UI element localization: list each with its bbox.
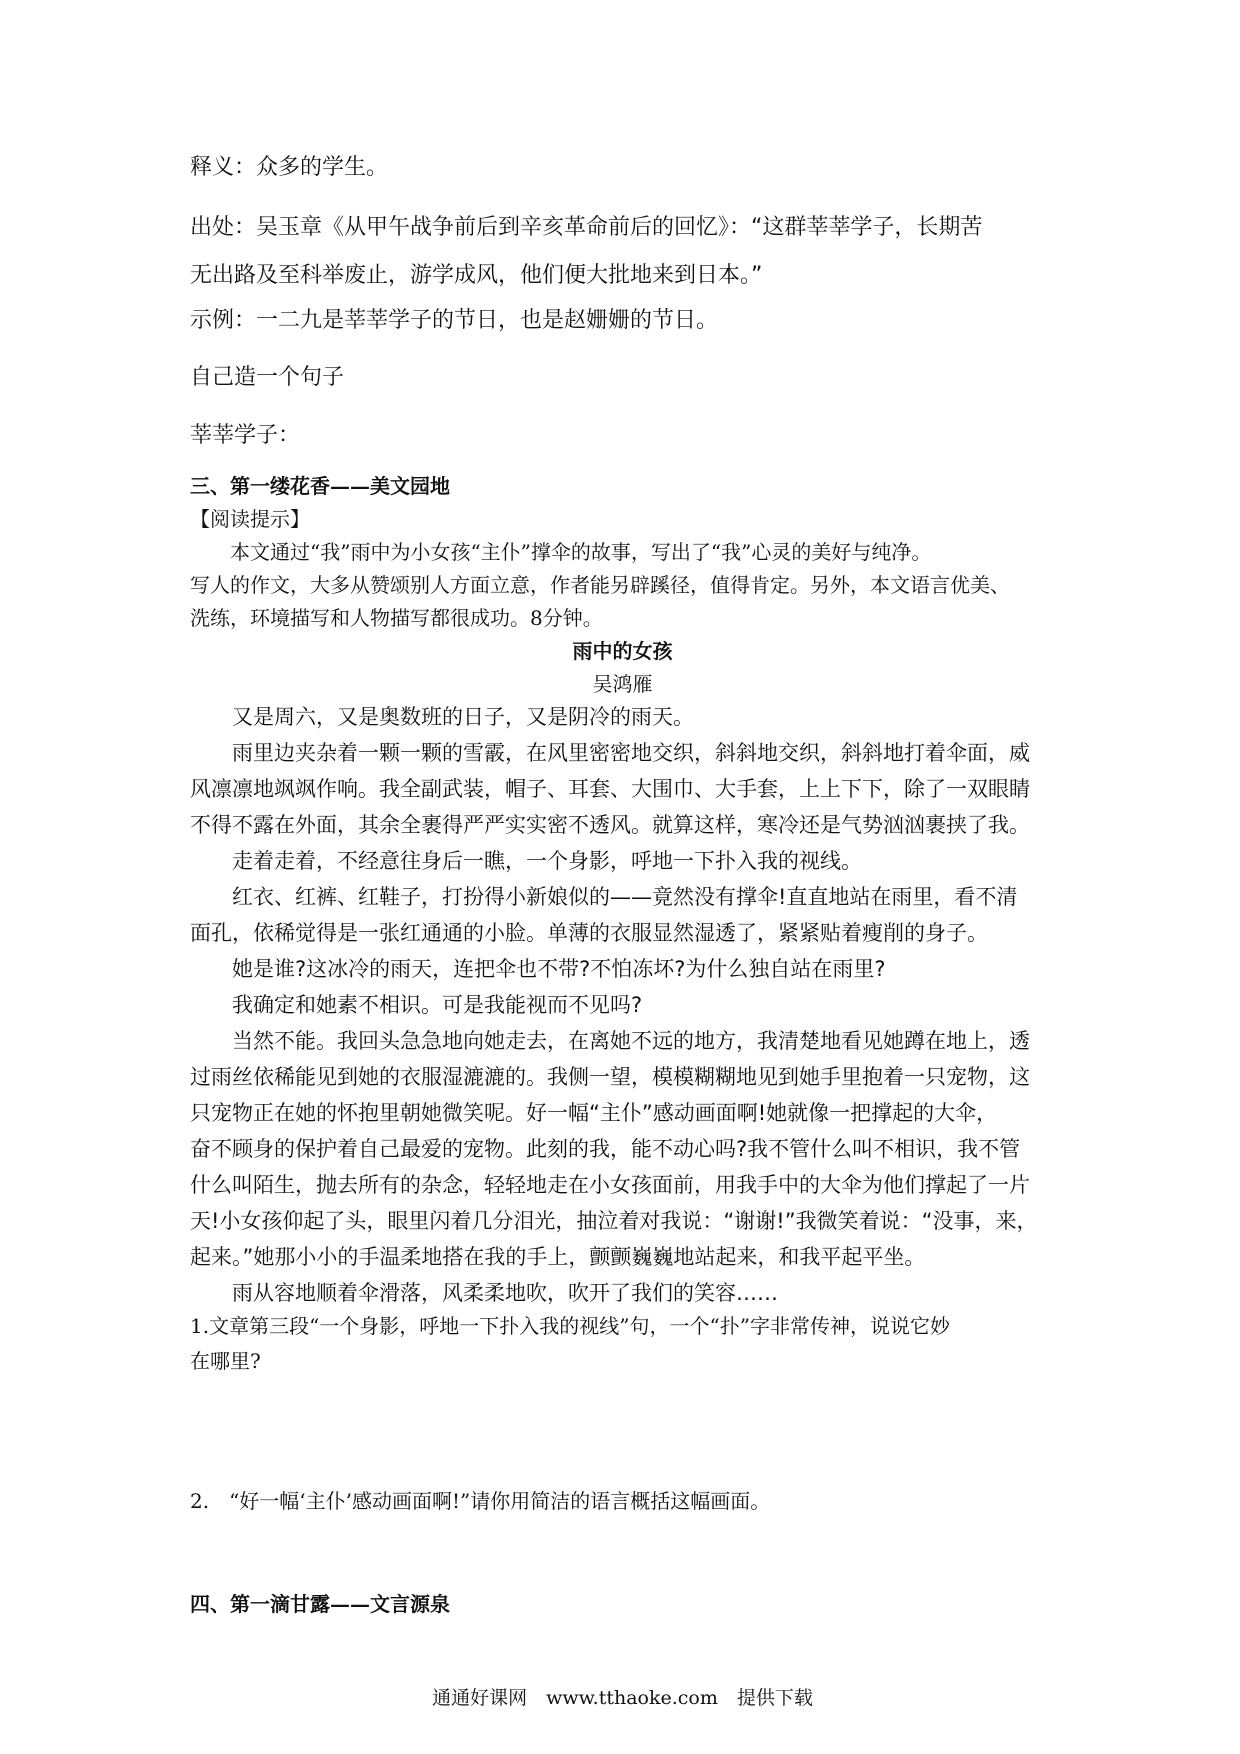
body-line-1: 又是周六，又是奥数班的日子，又是阴冷的雨天。 — [232, 705, 694, 729]
body-line-4: 不得不露在外面，其余全裹得严严实实密不透风。就算这样，寒冷还是气势汹汹裹挟了我。 — [190, 813, 1030, 837]
reading-tip-line-2: 写人的作文，大多从赞颂别人方面立意，作者能另辟蹊径，值得肯定。另外，本文语言优美、 — [190, 573, 1010, 597]
body-line-9: 我确定和她素不相识。可是我能视而不见吗? — [232, 993, 643, 1017]
reading-tip-line-3: 洗练，环境描写和人物描写都很成功。8分钟。 — [190, 606, 603, 630]
section3-heading: 三、第一缕花香——美文园地 — [190, 474, 450, 498]
body-line-10: 当然不能。我回头急急地向她走去，在离她不远的地方，我清楚地看见她蹲在地上，透 — [232, 1029, 1030, 1053]
body-line-16: 起来。”她那小小的手温柔地搭在我的手上，颤颤巍巍地站起来，和我平起平坐。 — [190, 1245, 926, 1269]
section4-heading: 四、第一滴甘露——文言源泉 — [190, 1592, 450, 1616]
body-line-14: 什么叫陌生，抛去所有的杂念，轻轻地走在小女孩面前，用我手中的大伞为他们撑起了一片 — [190, 1173, 1030, 1197]
meaning-line: 释义：众多的学生。 — [190, 155, 389, 180]
example-line: 示例：一二九是莘莘学子的节日，也是赵姗姗的节日。 — [190, 308, 719, 333]
reading-tip-line-1: 本文通过“我”雨中为小女孩“主仆”撑伞的故事，写出了“我”心灵的美好与纯净。 — [230, 540, 932, 564]
body-line-3: 风凛凛地飒飒作响。我全副武装，帽子、耳套、大围巾、大手套，上上下下，除了一双眼睛 — [190, 777, 1030, 801]
question-1-line-1: 1.文章第三段“一个身影，呼地一下扑入我的视线”句，一个“扑”字非常传神，说说它妙 — [190, 1314, 950, 1338]
footer-credit: 通通好课网 www.tthaoke.com 提供下载 — [432, 1687, 813, 1709]
article-title: 雨中的女孩 — [572, 639, 673, 663]
make-sentence-prompt: 自己造一个句子 — [190, 365, 345, 390]
reading-tip-label: 【阅读提示】 — [190, 507, 310, 531]
body-line-6: 红衣、红裤、红鞋子，打扮得小新娘似的——竟然没有撑伞!直直地站在雨里，看不清 — [232, 885, 1018, 909]
question-2: 2. “好一幅‘主仆’感动画面啊!”请你用简洁的语言概括这幅画面。 — [190, 1489, 771, 1513]
body-line-8: 她是谁?这冰冷的雨天，连把伞也不带?不怕冻坏?为什么独自站在雨里? — [232, 957, 886, 981]
body-line-15: 天!小女孩仰起了头，眼里闪着几分泪光，抽泣着对我说：“谢谢!”我微笑着说：“没事，来， — [190, 1209, 1038, 1233]
source-line-2: 无出路及至科举废止，游学成风，他们便大批地来到日本。” — [190, 263, 763, 288]
source-line-1: 出处：吴玉章《从甲午战争前后到辛亥革命前后的回忆》：“这群莘莘学子，长期苦 — [190, 215, 983, 240]
body-line-5: 走着走着，不经意往身后一瞧，一个身影，呼地一下扑入我的视线。 — [232, 849, 862, 873]
body-line-11: 过雨丝依稀能见到她的衣服湿漉漉的。我侧一望，模模糊糊地见到她手里抱着一只宠物，这 — [190, 1065, 1030, 1089]
body-line-7: 面孔，依稀觉得是一张红通通的小脸。单薄的衣服显然湿透了，紧紧贴着瘦削的身子。 — [190, 921, 988, 945]
body-line-2: 雨里边夹杂着一颗一颗的雪霰，在风里密密地交织，斜斜地交织，斜斜地打着伞面，威 — [232, 741, 1030, 765]
body-line-12: 只宠物正在她的怀抱里朝她微笑呢。好一幅“主仆”感动画面啊!她就像一把撑起的大伞， — [190, 1101, 998, 1125]
question-1-line-2: 在哪里? — [190, 1349, 261, 1373]
body-line-13: 奋不顾身的保护着自己最爱的宠物。此刻的我，能不动心吗?我不管什么叫不相识，我不管 — [190, 1137, 1021, 1161]
article-author: 吴鸿雁 — [592, 672, 653, 696]
blank-prompt: 莘莘学子： — [190, 423, 301, 448]
body-line-17: 雨从容地顺着伞滑落，风柔柔地吹，吹开了我们的笑容…… — [232, 1281, 778, 1305]
